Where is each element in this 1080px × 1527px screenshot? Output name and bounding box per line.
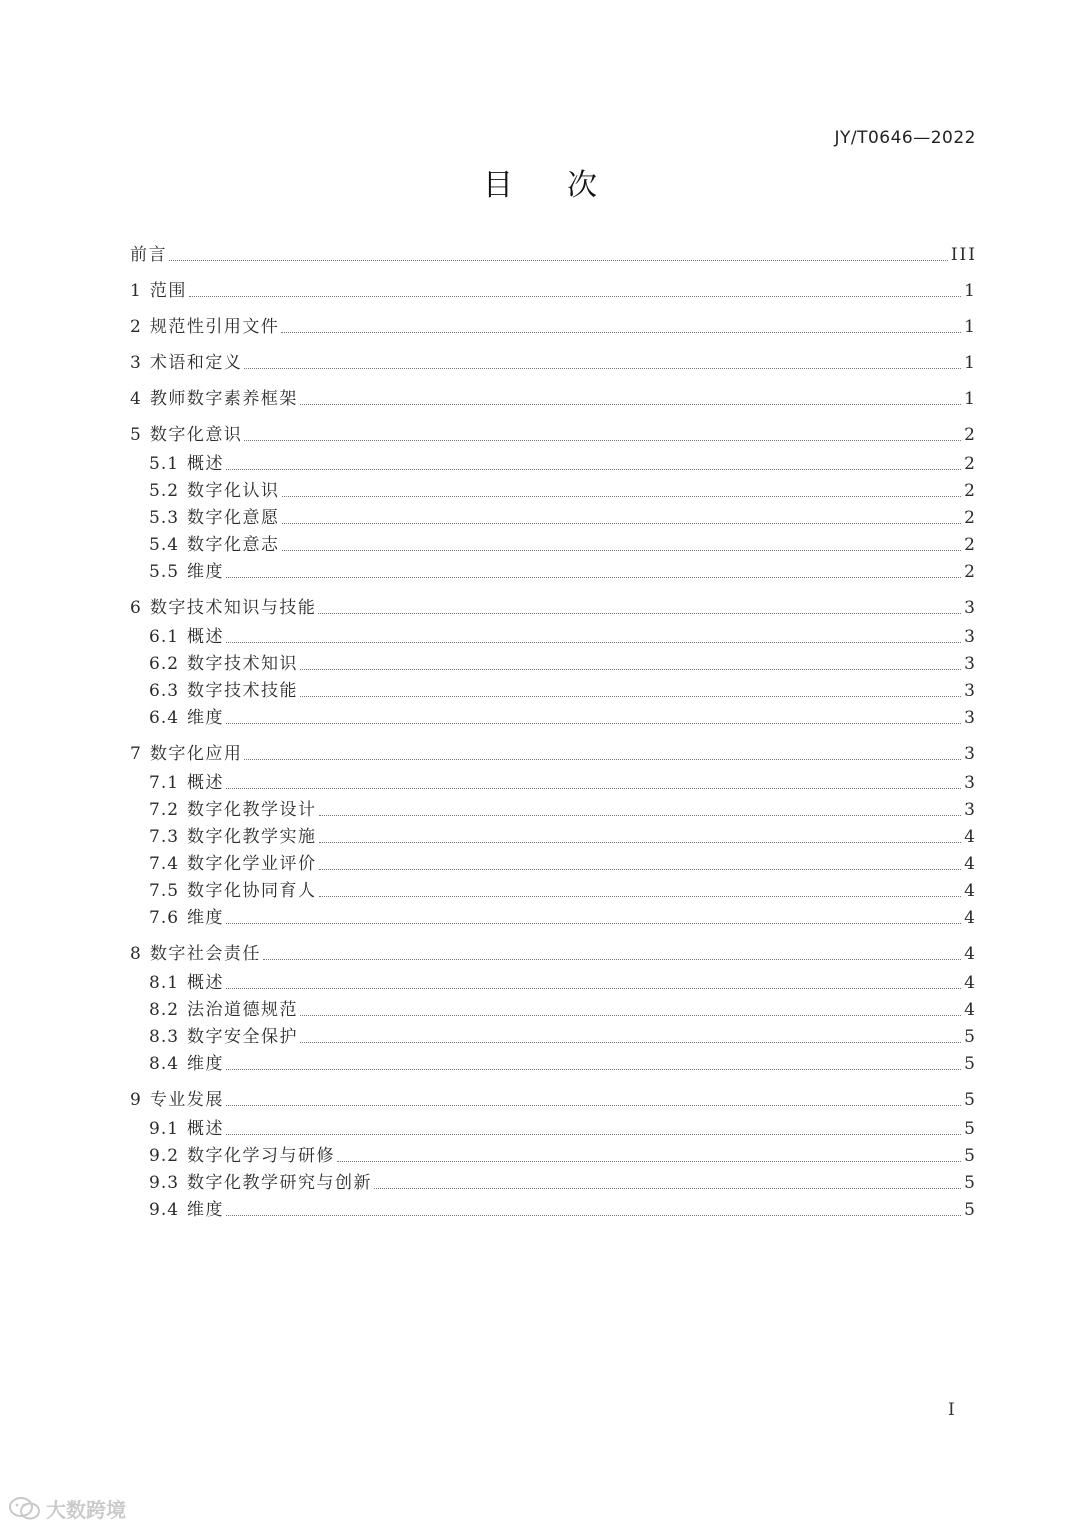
toc-entry-label: 术语和定义 xyxy=(149,353,243,373)
toc-entry-number: 7 xyxy=(130,744,142,764)
dot-leader xyxy=(282,522,962,524)
toc-entry-label: 数字技术知识 xyxy=(187,654,299,674)
toc-entry-page: 1 xyxy=(964,353,977,373)
toc-subsection-row xyxy=(149,880,977,902)
dot-leader xyxy=(281,331,961,333)
toc-entry-page: 2 xyxy=(964,508,977,528)
toc-entry-page: 2 xyxy=(964,535,977,555)
toc-section-row xyxy=(130,597,977,619)
toc-subsection-row xyxy=(149,853,977,875)
toc-entry-label: 专业发展 xyxy=(149,1090,224,1110)
dot-leader xyxy=(244,758,961,760)
toc-entry-number: 5 xyxy=(130,425,142,445)
toc-entry-page: 4 xyxy=(964,827,977,847)
toc-entry-label: 概述 xyxy=(187,773,225,793)
toc-entry-page: 4 xyxy=(964,908,977,928)
toc-subsection-row xyxy=(149,480,977,502)
toc-entry-number: 5.2 xyxy=(149,481,180,501)
toc-entry-label: 法治道德规范 xyxy=(187,1000,299,1020)
toc-subsection-row xyxy=(149,1053,977,1075)
toc-subsection-row xyxy=(149,534,977,556)
toc-entry-number: 9.3 xyxy=(149,1173,180,1193)
toc-entry-number: 4 xyxy=(130,389,142,409)
toc-entry-page: 1 xyxy=(964,281,977,301)
toc-entry-number: 8.2 xyxy=(149,1000,180,1020)
toc-entry-label: 数字技术技能 xyxy=(187,681,299,701)
toc-entry-number: 7.5 xyxy=(149,881,180,901)
toc-entry-number: 1 xyxy=(130,281,142,301)
toc-entry-page: 3 xyxy=(964,598,977,618)
document-code: JY/T0646—2022 xyxy=(834,128,976,148)
toc-entry-number: 5.1 xyxy=(149,454,180,474)
toc-entry-number: 6.3 xyxy=(149,681,180,701)
toc-entry-page: 2 xyxy=(964,425,977,445)
toc-subsection-row xyxy=(149,561,977,583)
dot-leader xyxy=(226,787,961,789)
toc-entry-label: 维度 xyxy=(187,1054,225,1074)
toc-entry-label: 数字化教学研究与创新 xyxy=(187,1173,373,1193)
toc-subsection-row xyxy=(149,826,977,848)
toc-entry-number: 9.4 xyxy=(149,1200,180,1220)
toc-section-row xyxy=(130,1089,977,1111)
dot-leader xyxy=(226,1068,961,1070)
dot-leader xyxy=(226,1104,961,1106)
toc-entry-label: 数字化意愿 xyxy=(187,508,280,528)
toc-entry-number: 8 xyxy=(130,944,142,964)
wechat-logo-icon xyxy=(8,1496,42,1522)
dot-leader xyxy=(300,403,961,405)
dot-leader xyxy=(244,439,961,441)
dot-leader xyxy=(374,1187,961,1189)
dot-leader xyxy=(319,895,962,897)
toc-entry-page: 3 xyxy=(964,744,977,764)
watermark-text: 大数跨境 xyxy=(46,1498,126,1522)
toc-entry-label: 维度 xyxy=(187,708,225,728)
toc-entry-number: 2 xyxy=(130,317,142,337)
toc-entry-label: 数字化应用 xyxy=(149,744,243,764)
toc-subsection-row xyxy=(149,707,977,729)
title-char-right: 次 xyxy=(567,168,597,203)
toc-subsection-row xyxy=(149,999,977,1021)
toc-entry-number: 7.2 xyxy=(149,800,180,820)
toc-entry-page: 5 xyxy=(964,1119,977,1139)
toc-subsection-row xyxy=(149,1026,977,1048)
toc-entry-number: 6 xyxy=(130,598,142,618)
toc-entry-label: 概述 xyxy=(187,627,225,647)
toc-entry-label: 概述 xyxy=(187,454,225,474)
toc-entry-label: 数字安全保护 xyxy=(187,1027,299,1047)
toc-subsection-row xyxy=(149,453,977,475)
toc-entry-label: 前言 xyxy=(130,245,167,265)
toc-entry-label: 维度 xyxy=(187,1200,225,1220)
toc-entry-number: 5.4 xyxy=(149,535,180,555)
toc-entry-number: 8.4 xyxy=(149,1054,180,1074)
toc-subsection-row xyxy=(149,799,977,821)
dot-leader xyxy=(319,868,962,870)
toc-entry-page: 2 xyxy=(964,454,977,474)
toc-subsection-row xyxy=(149,1118,977,1140)
toc-section-row xyxy=(130,424,977,446)
dot-leader xyxy=(300,695,961,697)
toc-entry-number: 8.3 xyxy=(149,1027,180,1047)
dot-leader xyxy=(226,641,961,643)
watermark xyxy=(8,1494,126,1523)
dot-leader xyxy=(300,1041,961,1043)
page-title xyxy=(0,160,1080,204)
toc-entry-page: 4 xyxy=(964,854,977,874)
toc-subsection-row xyxy=(149,907,977,929)
dot-leader xyxy=(318,612,961,614)
toc-entry-page: 5 xyxy=(964,1146,977,1166)
toc-entry-label: 数字化意识 xyxy=(149,425,243,445)
dot-leader xyxy=(226,468,961,470)
dot-leader xyxy=(226,1214,961,1216)
toc-section-row xyxy=(130,352,977,374)
dot-leader xyxy=(319,814,962,816)
dot-leader xyxy=(226,922,961,924)
toc-entry-page: 4 xyxy=(964,973,977,993)
toc-entry-number: 7.1 xyxy=(149,773,180,793)
toc-entry-page: 4 xyxy=(964,881,977,901)
toc-entry-label: 数字技术知识与技能 xyxy=(149,598,317,618)
toc-section-row xyxy=(130,943,977,965)
toc-entry-label: 数字化教学实施 xyxy=(187,827,317,847)
dot-leader xyxy=(282,549,962,551)
toc-subsection-row xyxy=(149,1172,977,1194)
toc-entry-number: 3 xyxy=(130,353,142,373)
toc-entry-page: 1 xyxy=(964,389,977,409)
toc-entry-page: 3 xyxy=(964,708,977,728)
toc-entry-page: 5 xyxy=(964,1027,977,1047)
toc-entry-label: 数字化意志 xyxy=(187,535,280,555)
toc-section-row xyxy=(130,743,977,765)
dot-leader xyxy=(169,259,948,261)
toc-entry-label: 数字化学业评价 xyxy=(187,854,317,874)
toc-entry-page: 2 xyxy=(964,562,977,582)
toc-subsection-row xyxy=(149,1145,977,1167)
toc-entry-page: 5 xyxy=(964,1173,977,1193)
dot-leader xyxy=(337,1160,961,1162)
dot-leader xyxy=(244,367,961,369)
toc-entry-label: 数字化认识 xyxy=(187,481,280,501)
toc-entry-number: 5.5 xyxy=(149,562,180,582)
dot-leader xyxy=(263,958,961,960)
toc-entry-number: 5.3 xyxy=(149,508,180,528)
dot-leader xyxy=(319,841,962,843)
toc-entry-number: 9 xyxy=(130,1090,142,1110)
toc-subsection-row xyxy=(149,680,977,702)
toc-entry-number: 7.3 xyxy=(149,827,180,847)
toc-section-row xyxy=(130,280,977,302)
dot-leader xyxy=(226,1133,961,1135)
toc-entry-page: III xyxy=(950,245,977,265)
toc-entry-page: 5 xyxy=(964,1090,977,1110)
toc-subsection-row xyxy=(149,653,977,675)
toc-entry-label: 概述 xyxy=(187,1119,225,1139)
dot-leader xyxy=(282,495,962,497)
toc-entry-number: 6.2 xyxy=(149,654,180,674)
title-char-left: 目 xyxy=(483,168,513,203)
toc-entry-label: 范围 xyxy=(149,281,187,301)
toc-entry-page: 4 xyxy=(964,1000,977,1020)
toc-entry-label: 数字化协同育人 xyxy=(187,881,317,901)
toc-entry-number: 9.2 xyxy=(149,1146,180,1166)
toc-subsection-row xyxy=(149,772,977,794)
toc-entry-number: 7.4 xyxy=(149,854,180,874)
toc-entry-label: 维度 xyxy=(187,562,225,582)
toc-subsection-row xyxy=(149,972,977,994)
toc-entry-number: 8.1 xyxy=(149,973,180,993)
toc-entry-page: 3 xyxy=(964,800,977,820)
toc-entry-page: 3 xyxy=(964,627,977,647)
dot-leader xyxy=(226,987,961,989)
dot-leader xyxy=(226,722,961,724)
toc-section-row xyxy=(130,316,977,338)
toc-subsection-row xyxy=(149,1199,977,1221)
dot-leader xyxy=(300,668,961,670)
toc-entry-label: 概述 xyxy=(187,973,225,993)
toc-entry-label: 数字社会责任 xyxy=(149,944,261,964)
toc-entry-page: 3 xyxy=(964,773,977,793)
toc-subsection-row xyxy=(149,626,977,648)
toc-entry-page: 4 xyxy=(964,944,977,964)
toc-entry-page: 5 xyxy=(964,1054,977,1074)
toc-entry-page: 3 xyxy=(964,681,977,701)
toc-entry-label: 规范性引用文件 xyxy=(149,317,280,337)
toc-section-row xyxy=(130,244,977,266)
toc-entry-page: 3 xyxy=(964,654,977,674)
toc-entry-page: 2 xyxy=(964,481,977,501)
toc-entry-number: 6.1 xyxy=(149,627,180,647)
toc-entry-label: 数字化教学设计 xyxy=(187,800,317,820)
toc-subsection-row xyxy=(149,507,977,529)
toc-entry-label: 维度 xyxy=(187,908,225,928)
toc-entry-number: 7.6 xyxy=(149,908,180,928)
toc-entry-label: 教师数字素养框架 xyxy=(149,389,298,409)
page-number: I xyxy=(948,1400,955,1420)
toc-section-row xyxy=(130,388,977,410)
toc-entry-number: 9.1 xyxy=(149,1119,180,1139)
toc-entry-page: 1 xyxy=(964,317,977,337)
toc-entry-number: 6.4 xyxy=(149,708,180,728)
dot-leader xyxy=(226,576,961,578)
dot-leader xyxy=(300,1014,961,1016)
toc-entry-label: 数字化学习与研修 xyxy=(187,1146,336,1166)
toc-entry-page: 5 xyxy=(964,1200,977,1220)
dot-leader xyxy=(189,295,961,297)
